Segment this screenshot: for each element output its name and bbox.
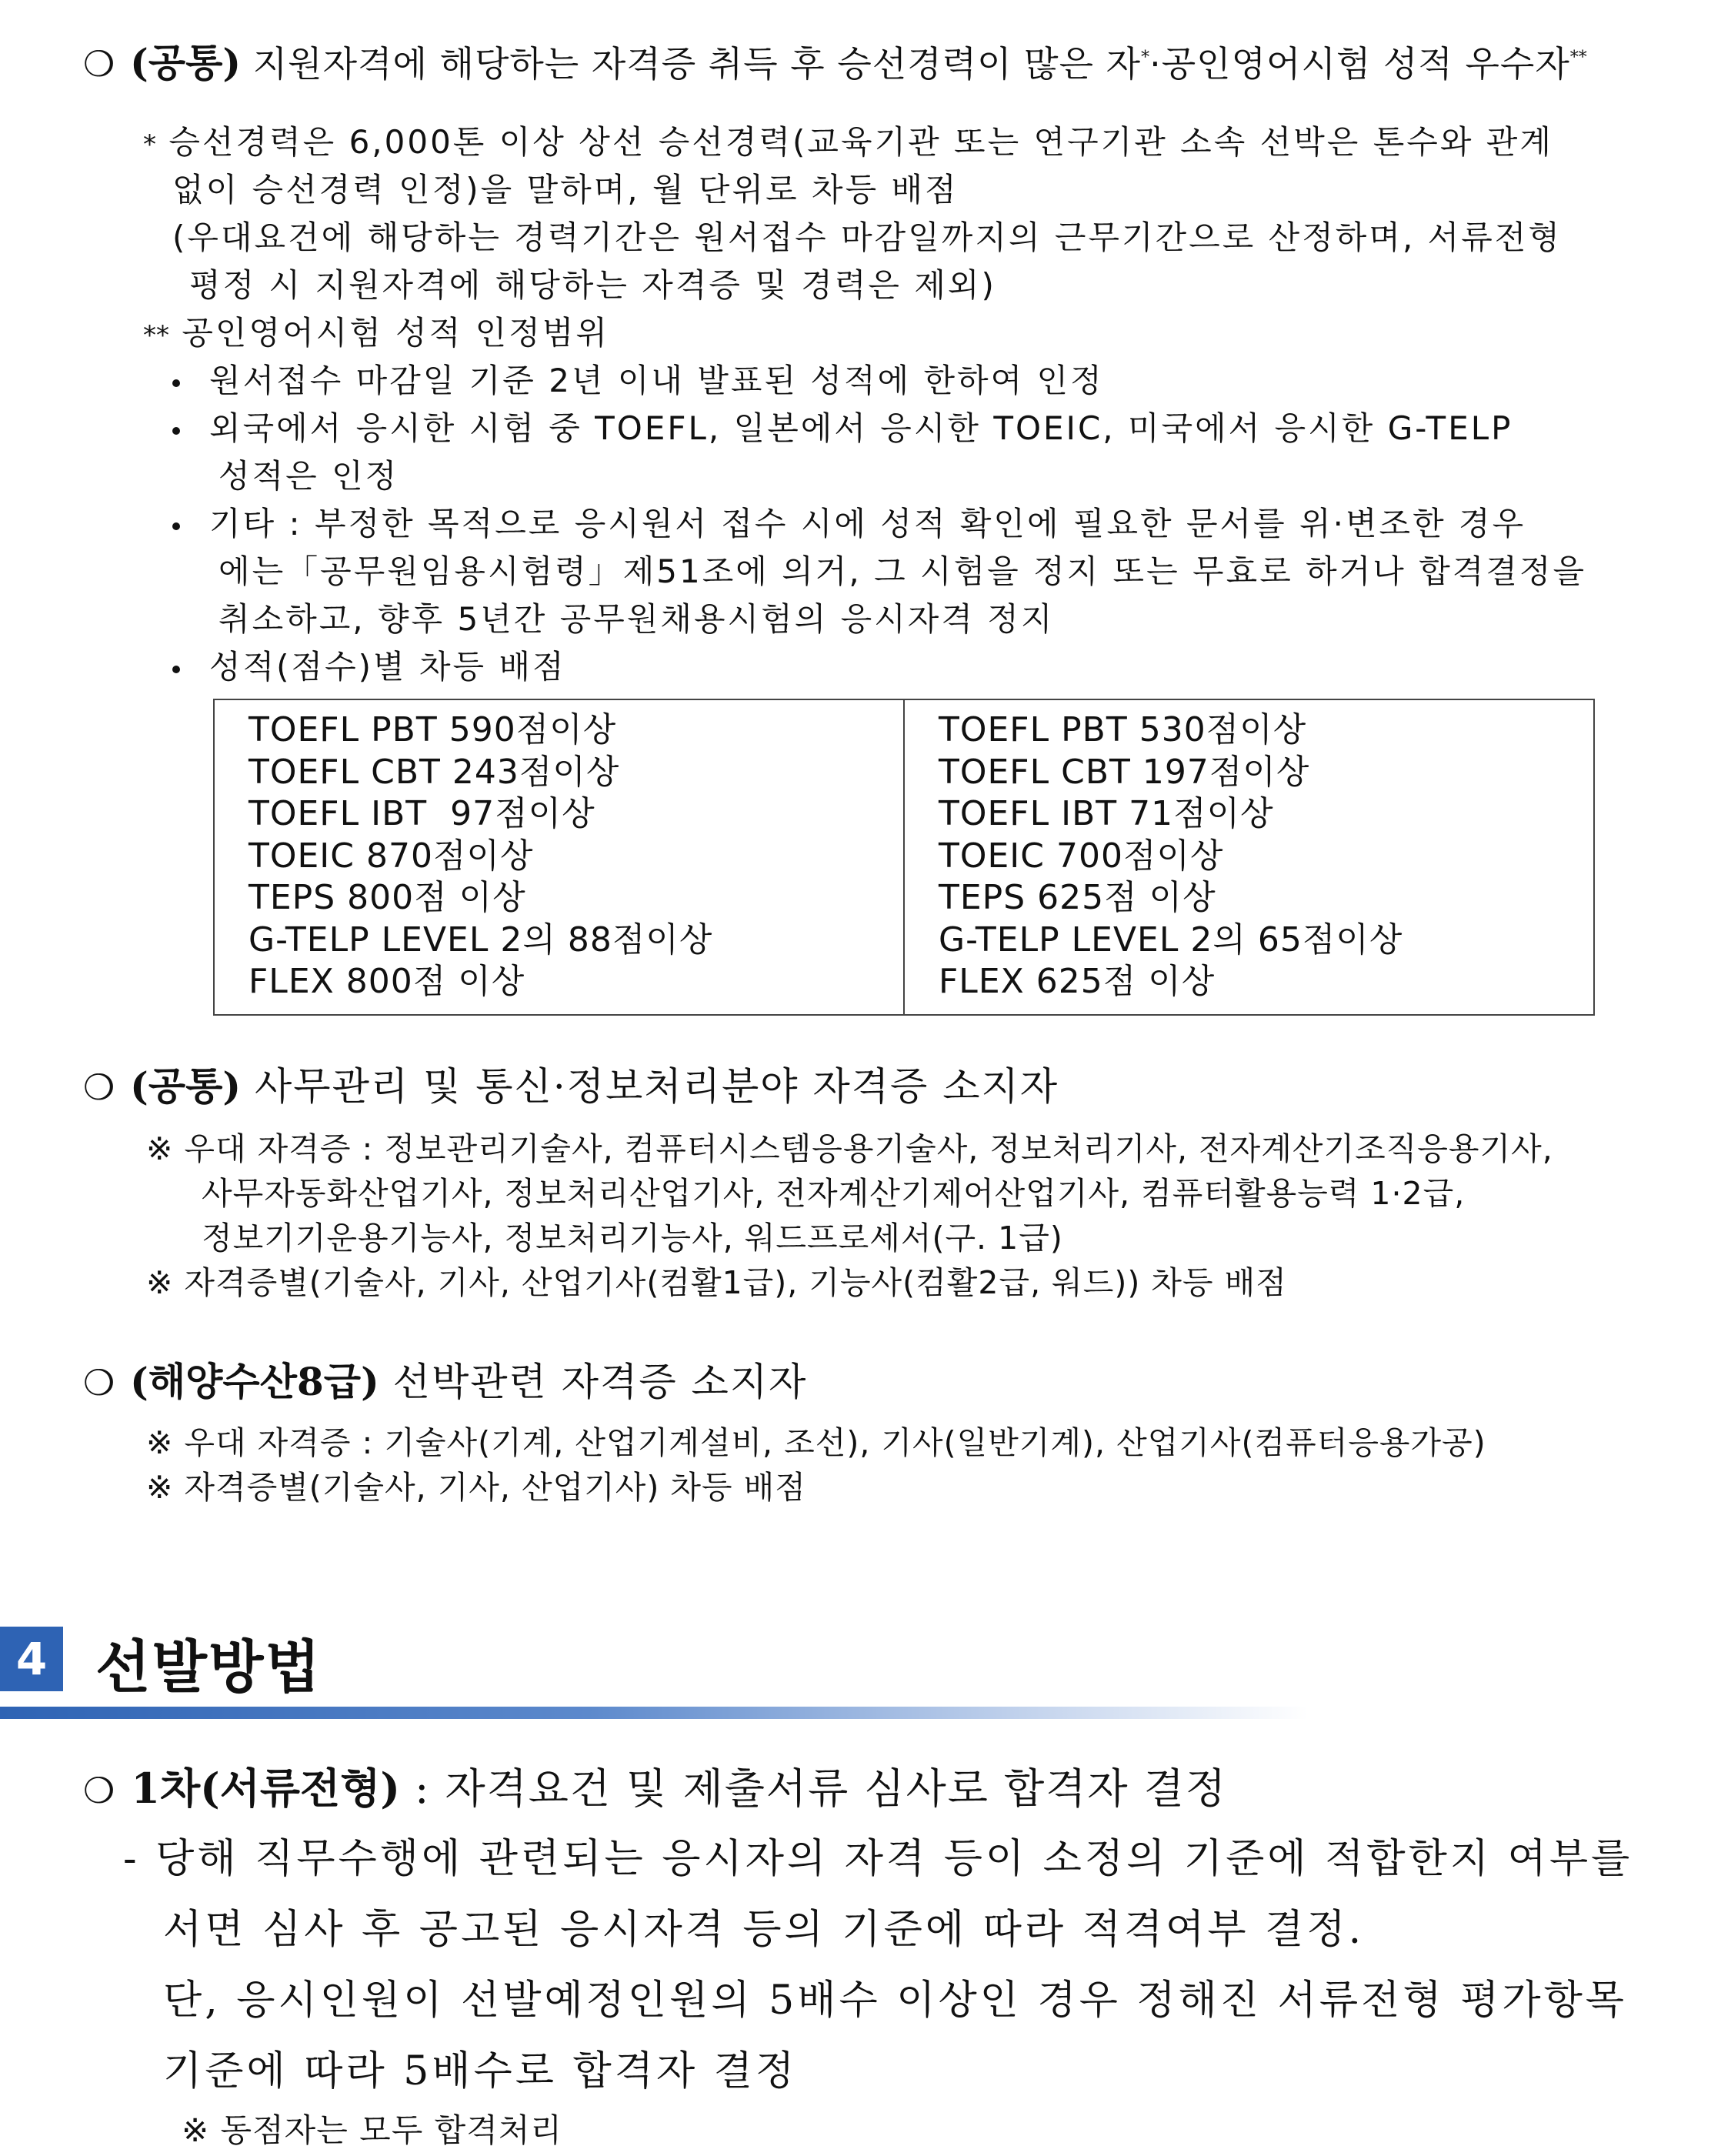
table-row: G-TELP LEVEL 2의 88점이상 (248, 919, 713, 960)
list-item-cont: 에는「공무원임용시험령」제51조에 의거, 그 시험을 정지 또는 무효로 하거나 합격결정을 (218, 552, 1587, 590)
circle-bullet-icon: ❍ (83, 1770, 117, 1811)
note-line: ※ 자격증별(기술사, 기사, 산업기사(컴활1급), 기능사(컴활2급, 워드)) 차등 배점 (146, 1264, 1287, 1301)
bullet-dot-icon (172, 379, 180, 387)
heading-common-sea-english (83, 32, 1587, 88)
asterisk-mark: * (143, 129, 156, 160)
note-line: ※ 동점자는 모두 합격처리 (182, 2111, 562, 2149)
table-row: TOEFL IBT 97점이상 (248, 794, 595, 833)
footnote-mark-2: ** (1569, 48, 1587, 68)
score-table (213, 699, 1595, 1016)
table-row: FLEX 800점 이상 (248, 962, 525, 1001)
note-sea-career (143, 118, 1553, 169)
heading-text-2: ·공인영어시험 성적 우수자 (1149, 43, 1570, 85)
circle-bullet-icon: ❍ (83, 43, 117, 85)
list-item (172, 500, 1526, 548)
bullet-dot-icon (172, 427, 180, 435)
table-row: TOEIC 700점이상 (939, 836, 1224, 876)
list-item-cont: 취소하고, 향후 5년간 공무원채용시험의 응시자격 정지 (218, 600, 1055, 638)
note-english-range (143, 309, 609, 359)
body-line: 서면 심사 후 공고된 응시자격 등의 기준에 따라 적격여부 결정. (163, 1907, 1365, 1953)
table-row: TOEFL CBT 243점이상 (248, 752, 620, 792)
section-number-badge: 4 (0, 1627, 63, 1691)
list-item-text: 성적(점수)별 차등 배점 (209, 648, 566, 686)
heading-text: : 자격요건 및 제출서류 심사로 합격자 결정 (399, 1764, 1228, 1813)
heading-text: 지원자격에 해당하는 자격증 취득 후 승선경력이 많은 자 (241, 43, 1142, 85)
circle-bullet-icon: ❍ (83, 1362, 117, 1403)
note-line: ※ 우대 자격증 : 정보관리기술사, 컴퓨터시스템응용기술사, 정보처리기사, 전자계산기조직응용기사, (146, 1130, 1553, 1167)
body-line: 단, 응시인원이 선발예정인원의 5배수 이상인 경우 정해진 서류전형 평가항목 (163, 1977, 1628, 2024)
table-row: TEPS 625점 이상 (939, 878, 1216, 917)
note-line: 정보기기운용기능사, 정보처리기능사, 워드프로세서(구. 1급) (202, 1220, 1063, 1257)
tag-marine: (해양수산8급) (130, 1359, 379, 1404)
score-column-high (215, 700, 903, 1014)
tag-common: (공통) (130, 40, 242, 85)
note-title: 공인영어시험 성적 인정범위 (182, 314, 609, 352)
body-line: - 당해 직무수행에 관련되는 응시자의 자격 등이 소정의 기준에 적합한지 여부를 (123, 1836, 1633, 1882)
table-row: TOEFL CBT 197점이상 (939, 752, 1310, 792)
note-line: 평정 시 지원자격에 해당하는 자격증 및 경력은 제외) (189, 266, 996, 304)
list-item (172, 405, 1513, 452)
list-item-cont: 성적은 인정 (218, 457, 399, 495)
table-row: TEPS 800점 이상 (248, 878, 526, 917)
bullet-dot-icon (172, 522, 180, 530)
circle-bullet-icon: ❍ (83, 1066, 117, 1108)
note-line: (우대요건에 해당하는 경력기간은 원서접수 마감일까지의 근무기간으로 산정하며, 서류전형 (172, 219, 1562, 256)
table-row: FLEX 625점 이상 (939, 962, 1216, 1001)
note-line: ※ 자격증별(기술사, 기사, 산업기사) 차등 배점 (146, 1469, 806, 1506)
list-item-text: 외국에서 응시한 시험 중 TOEFL, 일본에서 응시한 TOEIC, 미국에서 응시한 G-TELP (209, 409, 1513, 447)
tag-common: (공통) (130, 1063, 242, 1109)
list-item (172, 643, 566, 691)
heading-common-office (83, 1056, 1059, 1111)
tag-stage1: 1차(서류전형) (131, 1764, 400, 1813)
bullet-dot-icon (172, 666, 180, 673)
footnote-mark: * (1141, 48, 1150, 68)
double-asterisk-mark: ** (143, 320, 169, 351)
list-item-text: 기타 : 부정한 목적으로 응시원서 접수 시에 성적 확인에 필요한 문서를 위·변조한 경우 (209, 505, 1526, 542)
list-item-text: 원서접수 마감일 기준 2년 이내 발표된 성적에 한하여 인정 (209, 362, 1104, 399)
note-line: 사무자동화산업기사, 정보처리산업기사, 전자계산기제어산업기사, 컴퓨터활용능력 1·2급, (202, 1175, 1466, 1212)
note-line: 없이 승선경력 인정)을 말하며, 월 단위로 차등 배점 (172, 171, 959, 209)
note-line: ※ 우대 자격증 : 기술사(기계, 산업기계설비, 조선), 기사(일반기계), 산업기사(컴퓨터응용가공) (146, 1424, 1486, 1461)
heading-marine (83, 1351, 807, 1407)
table-row: TOEFL IBT 71점이상 (939, 794, 1274, 833)
list-item (172, 357, 1104, 405)
body-line: 기준에 따라 5배수로 합격자 결정 (163, 2048, 798, 2094)
heading-text: 사무관리 및 통신·정보처리분야 자격증 소지자 (241, 1064, 1059, 1109)
section-title: 선발방법 (95, 1634, 322, 1700)
section-divider (0, 1707, 1308, 1719)
table-row: TOEFL PBT 590점이상 (248, 710, 617, 749)
score-column-low (903, 700, 1593, 1014)
heading-text: 선박관련 자격증 소지자 (379, 1360, 808, 1404)
table-row: G-TELP LEVEL 2의 65점이상 (939, 919, 1403, 960)
table-row: TOEIC 870점이상 (248, 836, 534, 876)
note-line: 승선경력은 6,000톤 이상 상선 승선경력(교육기관 또는 연구기관 소속 선박은 톤수와 관계 (168, 123, 1553, 161)
heading-stage1 (83, 1756, 1227, 1815)
table-row: TOEFL PBT 530점이상 (939, 710, 1307, 749)
